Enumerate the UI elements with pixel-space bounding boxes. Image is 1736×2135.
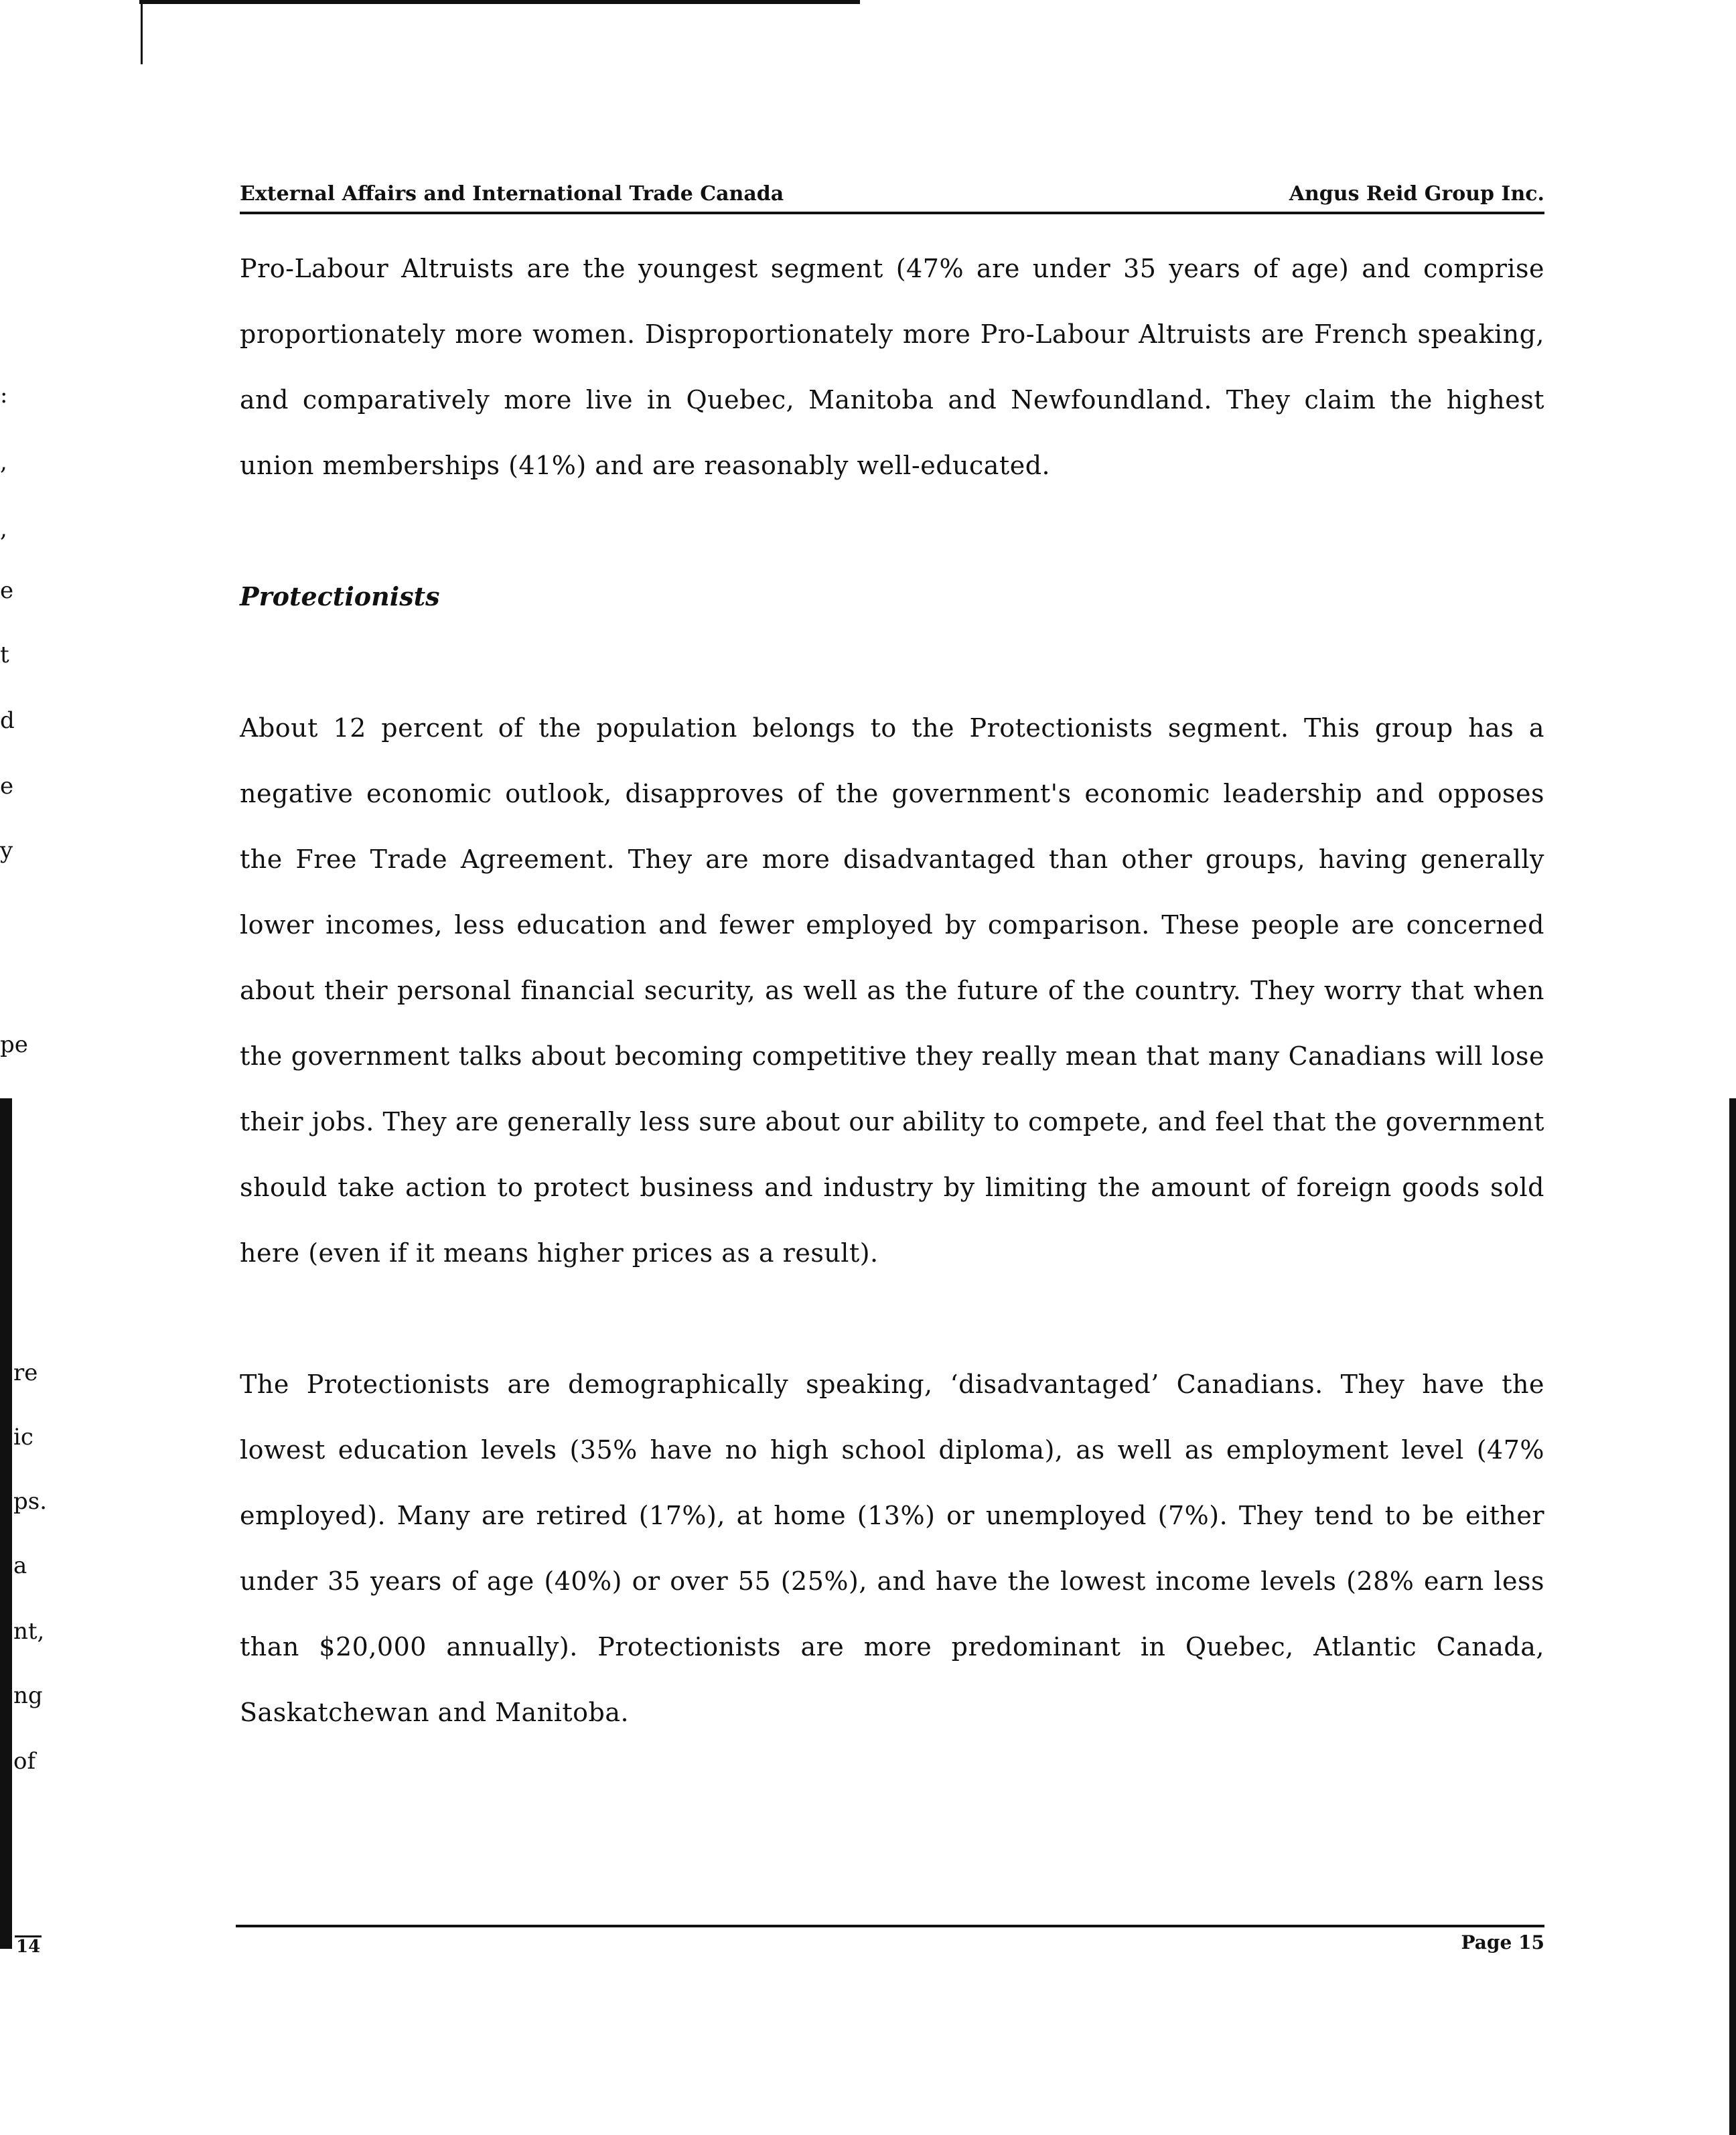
footer-rule <box>236 1925 1544 1927</box>
fragment: pe <box>0 1031 28 1058</box>
fragment: : <box>0 382 8 409</box>
header-organization: External Affairs and International Trade Canada <box>240 182 784 206</box>
fragment: a <box>13 1552 27 1579</box>
document-body <box>240 236 1544 1745</box>
fragment: nt, <box>13 1618 45 1645</box>
paragraph-protectionists-overview: About 12 percent of the population belongs to the Protectionists segment. This group has a negative economic outlook, disapproves of the government's economic leadership and opposes the Free Trade Agreement. They are more disadvantaged than other groups, having generally lower incomes, less education and fewer employed by comparison. These people are concerned about their personal financial security, as well as the future of the country. They worry that when the government talks about becoming competitive they really mean that many Canadians will lose their jobs. They are generally less sure about our ability to compete, and feel that the government should take action to protect business and industry by limiting the amount of foreign goods sold here (even if it means higher prices as a result). <box>240 713 1544 1268</box>
fragment: ic <box>13 1424 33 1451</box>
fragment: y <box>0 837 13 864</box>
paragraph-pro-labour: Pro-Labour Altruists are the youngest segment (47% are under 35 years of age) and comprise proportionately more women. Disproportionately more Pro-Labour Altruists are French speaking, and comparatively more live in Quebec, Manitoba and Newfoundland. They claim the highest union memberships (41%) and are reasonably well-educated. <box>240 254 1544 480</box>
fragment: , <box>0 449 7 475</box>
fragment: t <box>0 642 9 668</box>
spacer <box>240 630 1544 695</box>
fragment: ng <box>13 1682 43 1709</box>
fragment: e <box>0 577 14 604</box>
section-heading-protectionists: Protectionists <box>240 581 440 611</box>
page-number: Page 15 <box>1461 1931 1544 1954</box>
scan-top-tick <box>141 0 143 64</box>
scan-right-edge <box>1729 1098 1736 2135</box>
adjacent-page-number: 14 <box>16 1937 41 1957</box>
fragment: of <box>13 1748 36 1775</box>
fragment: ps. <box>13 1488 48 1515</box>
header-company: Angus Reid Group Inc. <box>1289 182 1544 206</box>
fragment: , <box>0 516 7 542</box>
running-header <box>240 178 1544 214</box>
scan-top-border <box>139 0 860 4</box>
fragment: d <box>0 707 15 734</box>
spacer <box>240 498 1544 564</box>
paragraph-protectionists-demographics: The Protectionists are demographically speaking, ‘disadvantaged’ Canadians. They have the lowest education levels (35% have no high school diploma), as well as employment level (47% employed). Many are retired (17%), at home (13%) or unemployed (7%). They tend to be either under 35 years of age (40%) or over 55 (25%), and have the lowest income levels (28% earn less than $20,000 annually). Protectionists are more predominant in Quebec, Atlantic Canada, Saskatchewan and Manitoba. <box>240 1370 1544 1727</box>
adjacent-page-fragments <box>0 0 54 2135</box>
fragment: e <box>0 773 14 800</box>
fragment: re <box>13 1359 38 1386</box>
